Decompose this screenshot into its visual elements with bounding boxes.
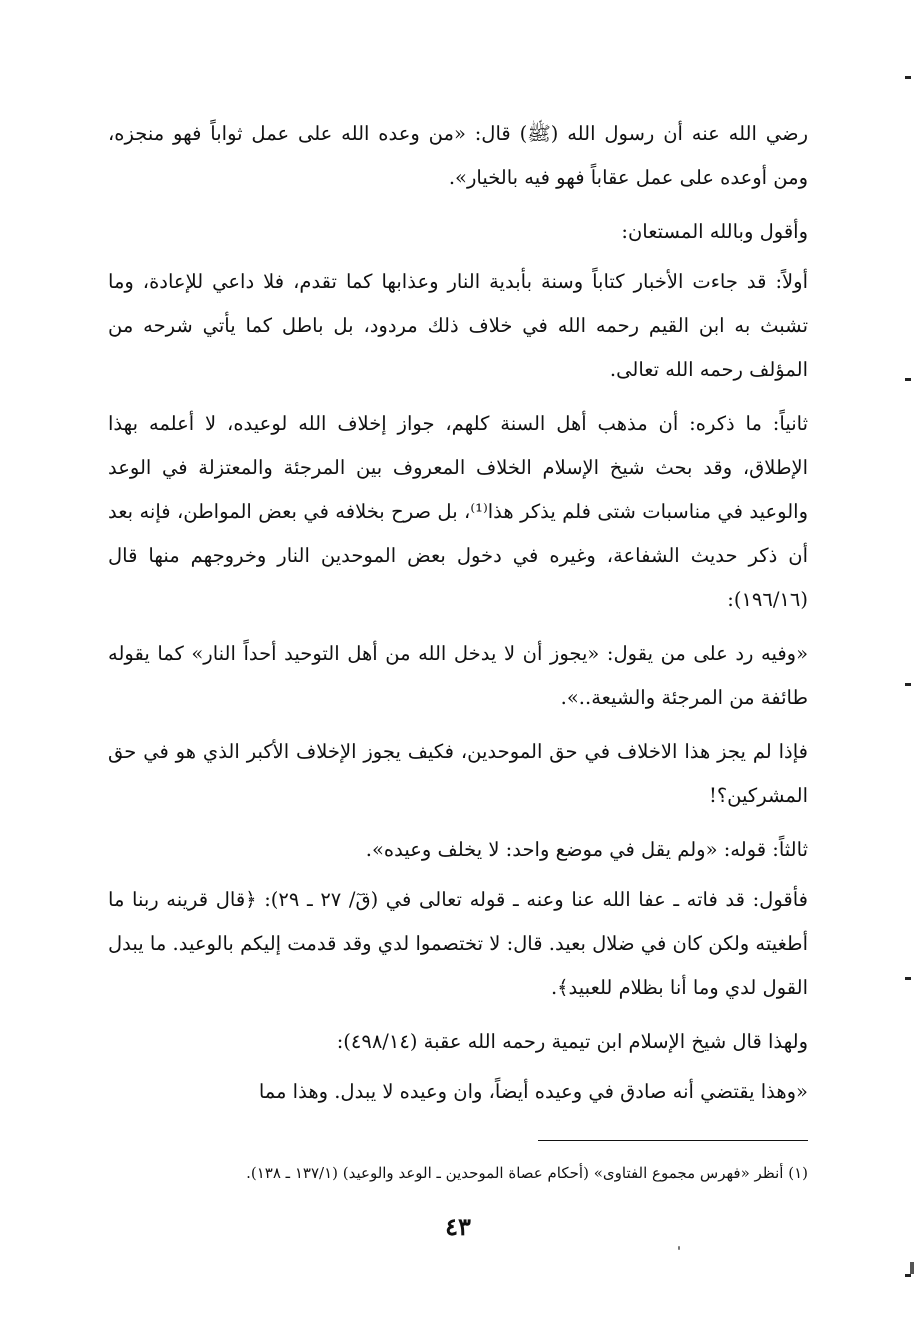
body-text bbox=[108, 112, 808, 1124]
edge-mark bbox=[905, 1274, 911, 1277]
paragraph-quote-continued: «وهذا يقتضي أنه صادق في وعيده أيضاً، وان وعيده لا يبدل. وهذا مما bbox=[258, 1080, 808, 1103]
footnote: (١) أنظر «فهرس مجموع الفتاوى» (أحكام عصاة الموحدين ـ الوعد والوعيد) (١٣٧/١ ـ ١٣٨). bbox=[246, 1164, 808, 1182]
paragraph-first-point: أولاً: قد جاءت الأخبار كتاباً وسنة بأبدية النار وعذابها كما تقدم، فلا داعي للإعادة، وما تشبث به ابن القيم رحمه الله في خلاف ذلك مردود، بل باطل كما يأتي شرحه من المؤلف رحمه الله تعالى. bbox=[108, 270, 808, 381]
paragraph-quote-murjia: «وفيه رد على من يقول: «يجوز أن لا يدخل الله من أهل التوحيد أحداً النار» كما يقوله طائفة من المرجئة والشيعة..». bbox=[108, 642, 808, 709]
footnote-divider bbox=[538, 1140, 808, 1141]
paragraph-ibn-taymiyyah: ولهذا قال شيخ الإسلام ابن تيمية رحمه الله عقبة (٤٩٨/١٤): bbox=[336, 1030, 808, 1053]
paragraph-hadith-quote: رضي الله عنه أن رسول الله (ﷺ) قال: «من وعده الله على عمل ثواباً فهو منجزه، ومن أوعده على عمل عقاباً فهو فيه بالخيار». bbox=[108, 122, 808, 189]
scan-speck bbox=[678, 1246, 680, 1250]
edge-mark bbox=[905, 683, 911, 686]
edge-mark bbox=[905, 76, 911, 79]
page-number: ٤٣ bbox=[445, 1212, 471, 1241]
paragraph-third-point: ثالثاً: قوله: «ولم يقل في موضع واحد: لا يخلف وعيده». bbox=[365, 838, 808, 861]
paragraph-muwahhidin: فإذا لم يجز هذا الاخلاف في حق الموحدين، فكيف يجوز الإخلاف الأكبر الذي هو في حق المشركين؟! bbox=[108, 740, 808, 807]
paragraph-quran-verse: فأقول: قد فاته ـ عفا الله عنا وعنه ـ قوله تعالى في (قٓ/ ٢٧ ـ ٢٩): ﴿قال قرينه ربنا ما أطغيته ولكن كان في ضلال بعيد. قال: لا تختصموا لدي وقد قدمت إليكم بالوعيد. ما يبدل القول لدي وما أنا بظلام للعبيد﴾. bbox=[108, 888, 808, 999]
edge-mark bbox=[905, 977, 911, 980]
edge-mark bbox=[905, 378, 911, 381]
paragraph-intro: وأقول وبالله المستعان: bbox=[621, 220, 808, 243]
paragraph-second-point: ثانياً: ما ذكره: أن مذهب أهل السنة كلهم، جواز إخلاف الله لوعيده، لا أعلمه بهذا الإطلاق، وقد بحث شيخ الإسلام الخلاف المعروف بين المرجئة والمعتزلة في الوعد والوعيد في مناسبات شتى فلم يذكر هذا⁽¹⁾، بل صرح بخلافه في بعض المواطن، فإنه بعد أن ذكر حديث الشفاعة، وغيره في دخول بعض الموحدين النار وخروجهم منها قال (١٩٦/١٦): bbox=[108, 412, 808, 611]
corner-mark bbox=[910, 1262, 914, 1274]
